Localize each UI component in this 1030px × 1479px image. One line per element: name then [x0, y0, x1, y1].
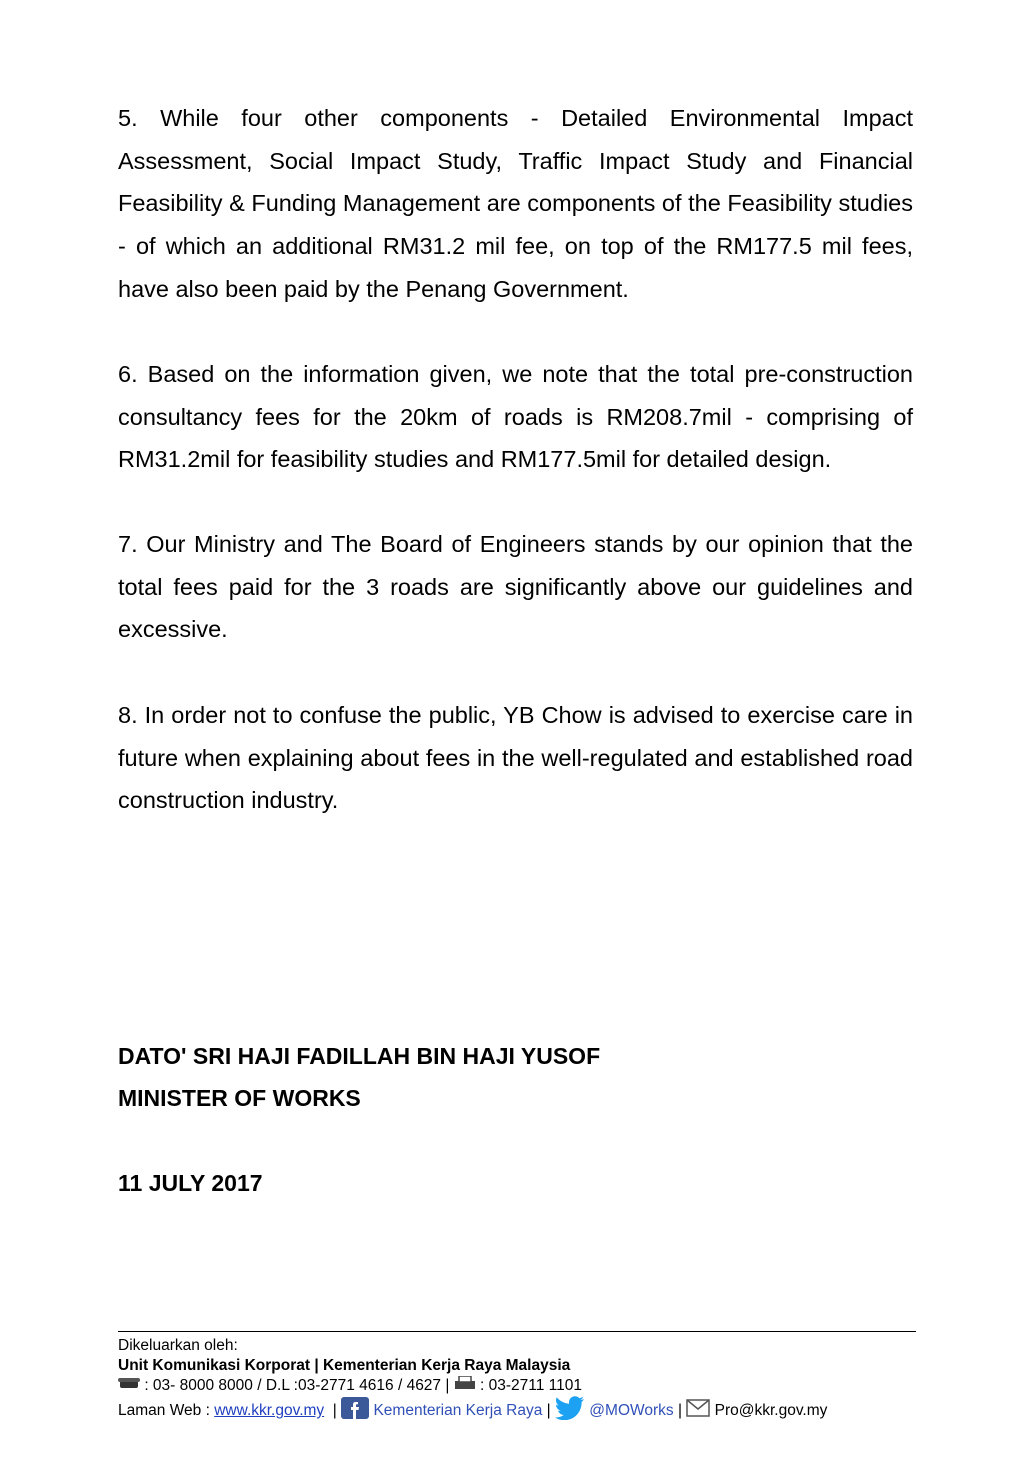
paragraph-6	[118, 353, 913, 481]
web-line	[118, 1396, 918, 1426]
signatory-title: MINISTER OF WORKS	[118, 1085, 361, 1111]
separator: |	[332, 1402, 337, 1420]
paragraph-text: 7. Our Ministry and The Board of Engineers stands by our opinion that the total fees paid for the 3 roads are significantly above our guidelines and excessive.	[118, 531, 913, 643]
paragraph-7	[118, 523, 913, 651]
paragraph-text: 6. Based on the information given, we note that the total pre-construction consultancy fees for the 20km of roads is RM208.7mil - comprising of RM31.2mil for feasibility studies and RM177.5mil for detailed design.	[118, 361, 913, 473]
separator: |	[546, 1402, 551, 1420]
phone-numbers: : 03- 8000 8000 / D.L :03-2771 4616 / 4627 |	[144, 1377, 450, 1395]
issued-by: Dikeluarkan oleh:	[118, 1337, 238, 1354]
paragraph-5	[118, 97, 913, 311]
signatory-name: DATO' SRI HAJI FADILLAH BIN HAJI YUSOF	[118, 1043, 601, 1069]
email-address[interactable]: Pro@kkr.gov.my	[714, 1402, 828, 1420]
fax-icon	[454, 1376, 476, 1396]
contact-line	[118, 1376, 918, 1396]
statement-date: 11 JULY 2017	[118, 1170, 263, 1196]
twitter-handle[interactable]: @MOWorks	[589, 1402, 674, 1420]
footer	[118, 1331, 918, 1426]
paragraph-text: 5. While four other components - Detailed Environmental Impact Assessment, Social Impact Study, Traffic Impact Study and Financial Feasibility & Funding Management are components of the Feasibility studies - of which an additional RM31.2 mil fee, on top of the RM177.5 mil fees, have also been paid by the Penang Government.	[118, 105, 913, 302]
website-link[interactable]: www.kkr.gov.my	[214, 1402, 325, 1420]
fax-number: : 03-2711 1101	[480, 1377, 582, 1395]
facebook-icon[interactable]	[341, 1397, 369, 1425]
paragraph-text: 8. In order not to confuse the public, YB Chow is advised to exercise care in future when explaining about fees in the well-regulated and established road construction industry.	[118, 702, 913, 814]
web-label: Laman Web :	[118, 1402, 210, 1420]
twitter-icon[interactable]	[555, 1396, 585, 1426]
separator: |	[677, 1402, 682, 1420]
facebook-link[interactable]: Kementerian Kerja Raya	[373, 1402, 543, 1420]
issuing-unit: Unit Komunikasi Korporat | Kementerian Kerja Raya Malaysia	[118, 1357, 571, 1374]
footer-divider	[118, 1331, 916, 1332]
telephone-icon	[118, 1376, 140, 1396]
email-icon[interactable]	[686, 1399, 710, 1423]
paragraph-8	[118, 694, 913, 822]
